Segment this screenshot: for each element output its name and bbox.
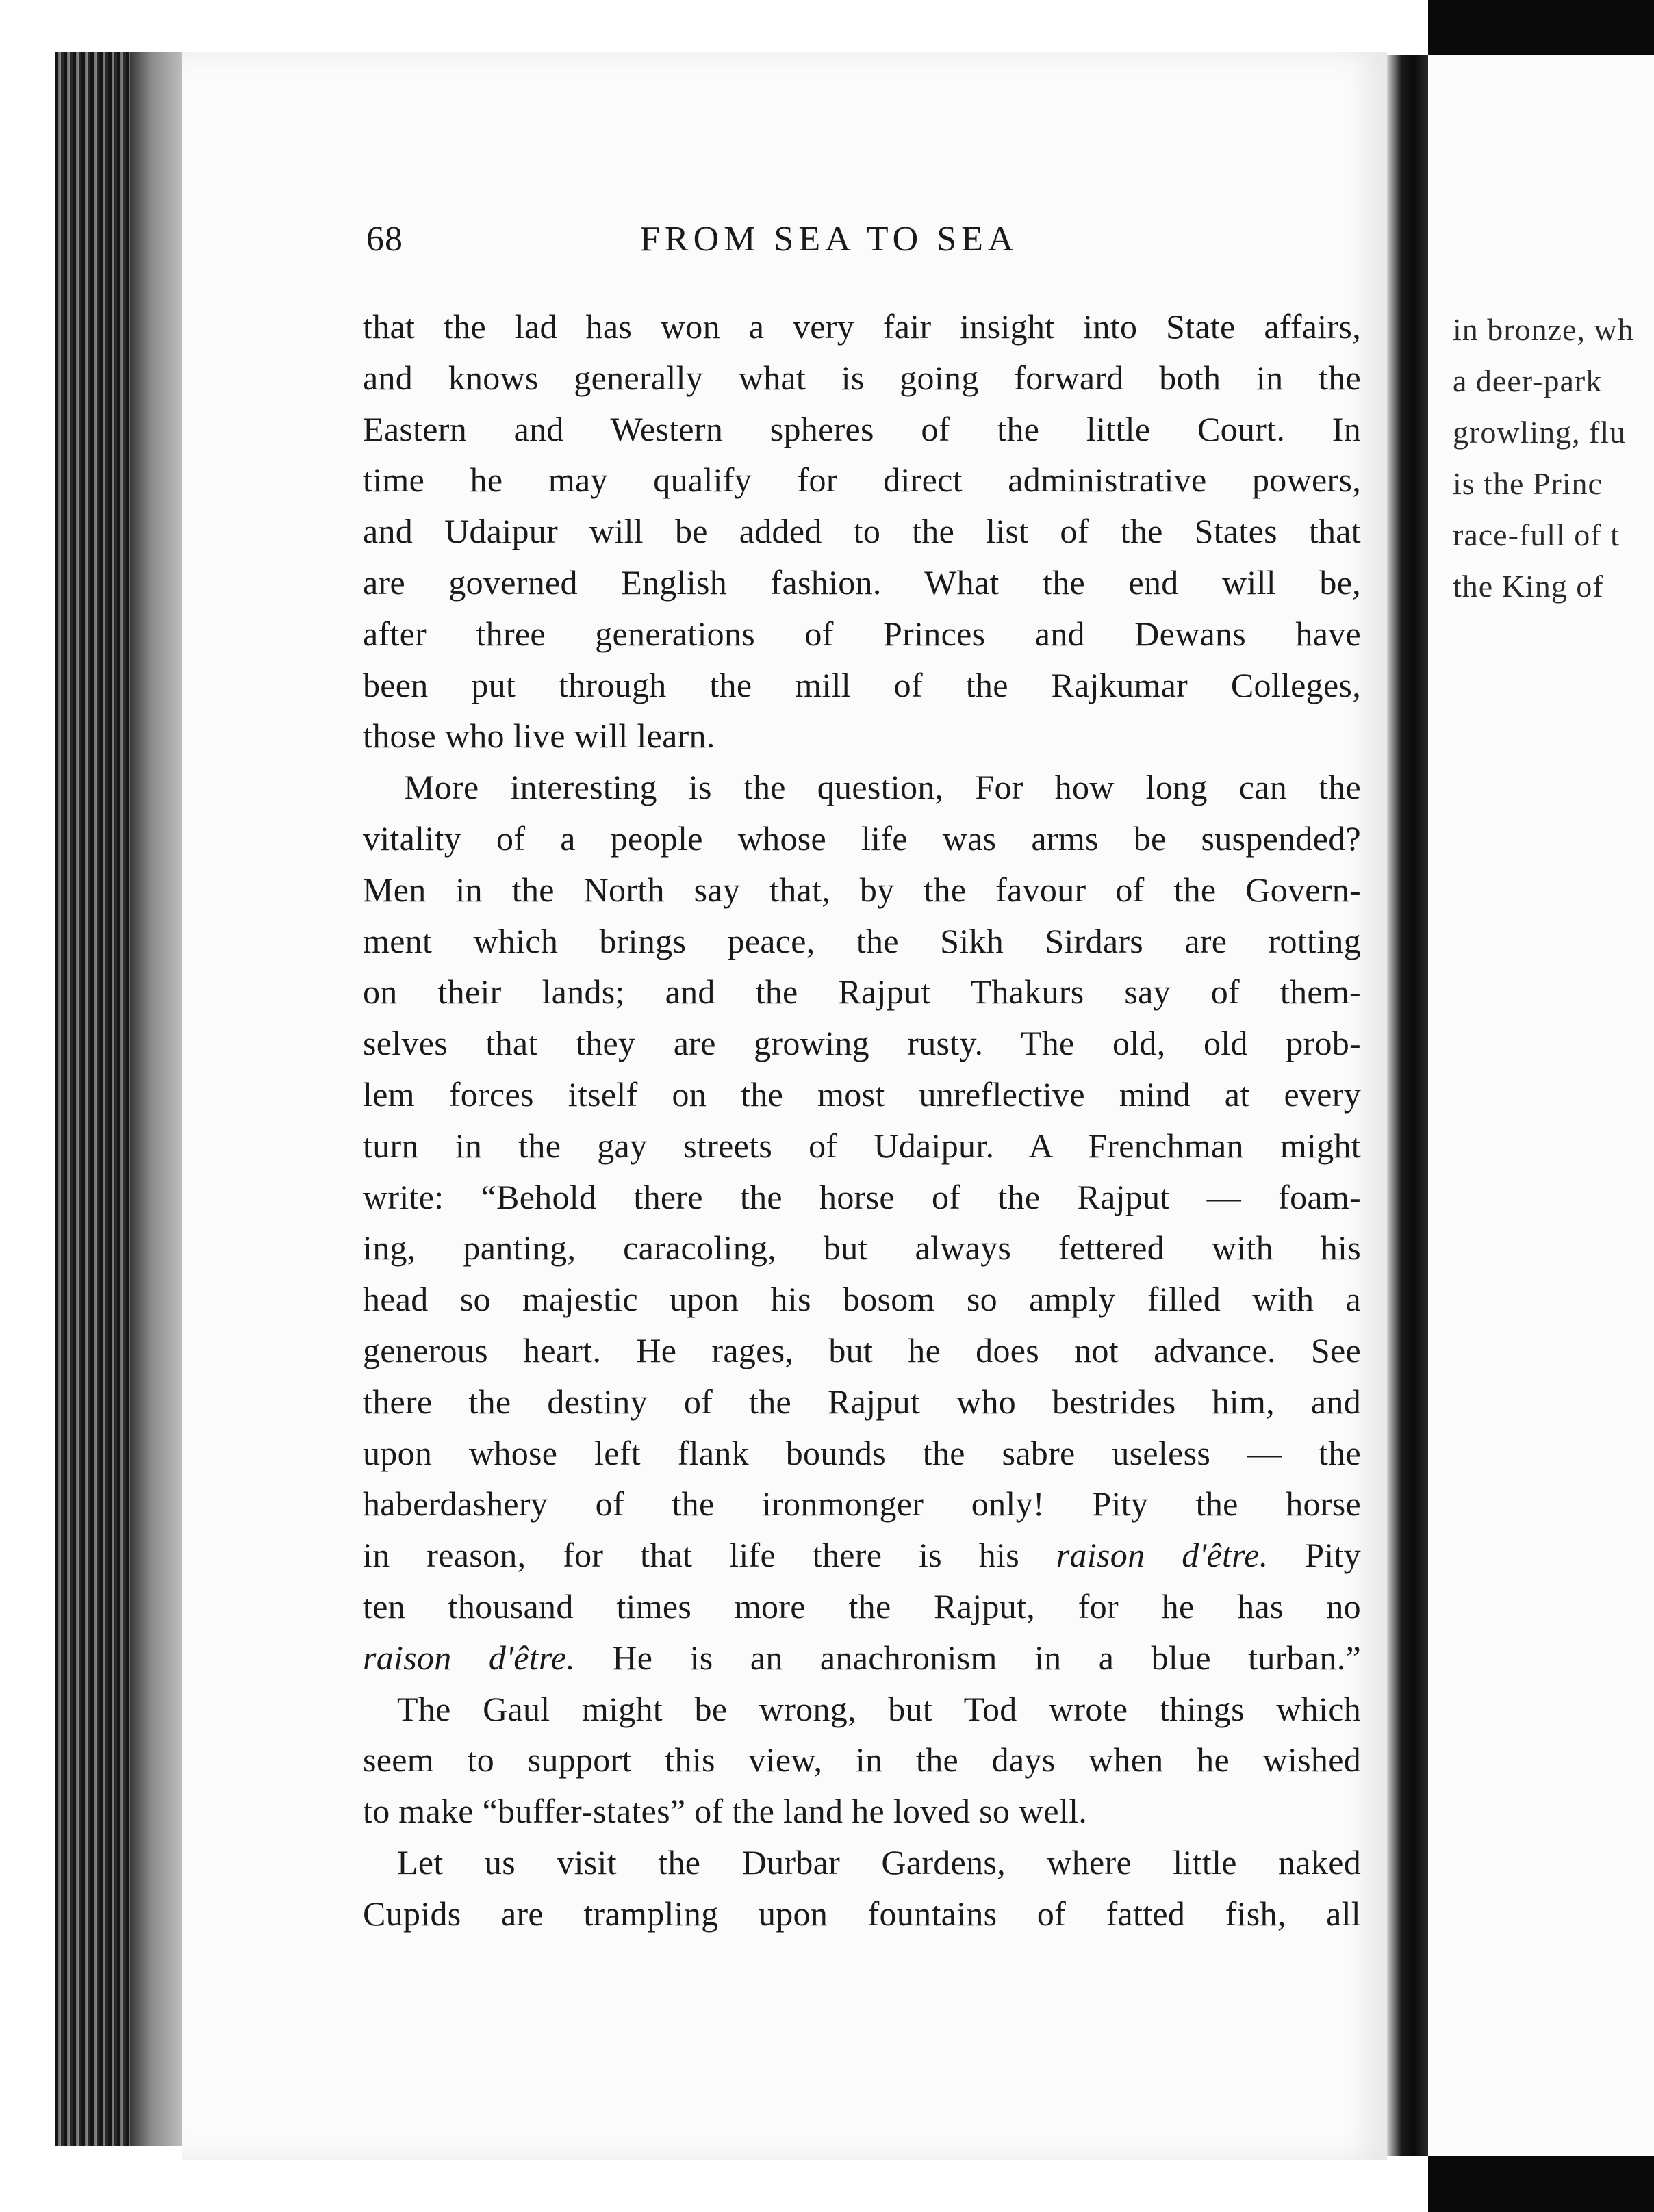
text-line: there the destiny of the Rajput who bestrides him, and — [363, 1382, 1361, 1421]
italic-phrase: raison d'être. — [363, 1638, 576, 1677]
scan-border-top — [1428, 0, 1654, 57]
facing-page-line: in bronze, wh — [1453, 312, 1634, 347]
page-number: 68 — [366, 220, 403, 259]
facing-page — [1428, 55, 1654, 2156]
facing-page-line: is the Princ — [1453, 466, 1603, 501]
text-line: ment which brings peace, the Sikh Sirdars are rotting — [363, 921, 1361, 960]
text-line: Eastern and Western spheres of the little Court. In — [363, 409, 1361, 448]
text-line: write: “Behold there the horse of the Rajput — foam- — [363, 1177, 1361, 1216]
book-gutter — [1387, 55, 1428, 2156]
text-line: turn in the gay streets of Udaipur. A Frenchman might — [363, 1126, 1361, 1165]
text-line: lem forces itself on the most unreflective mind at every — [363, 1075, 1361, 1114]
text-line: seem to support this view, in the days when he wished — [363, 1740, 1361, 1779]
text-line: after three generations of Princes and Dewans have — [363, 614, 1361, 653]
page-body-text — [363, 301, 1361, 1940]
scan-border-bottom — [1428, 2156, 1654, 2212]
text-span: Pity — [1305, 1536, 1361, 1575]
text-line-paragraph-start: Let us visit the Durbar Gardens, where little naked — [397, 1842, 1361, 1881]
text-line: Men in the North say that, by the favour of the Govern- — [363, 870, 1361, 909]
facing-page-line: a deer-park — [1453, 363, 1603, 398]
text-line: those who live will learn. — [363, 717, 715, 756]
text-line: ten thousand times more the Rajput, for he has no — [363, 1586, 1361, 1625]
text-line: selves that they are growing rusty. The old, old prob- — [363, 1024, 1361, 1063]
italic-phrase: raison d'être. — [1056, 1536, 1269, 1575]
text-line-with-italic — [363, 1632, 1361, 1684]
text-line-paragraph-start: The Gaul might be wrong, but Tod wrote things which — [397, 1689, 1361, 1728]
book-page-stack-shadow — [130, 52, 182, 2146]
text-line: and Udaipur will be added to the list of the States that — [363, 512, 1361, 551]
text-line: haberdashery of the ironmonger only! Pity the horse — [363, 1484, 1361, 1523]
text-span: He is an anachronism in a blue turban.” — [612, 1638, 1361, 1677]
text-span: in reason, for that life there is his — [363, 1536, 1019, 1575]
text-line: vitality of a people whose life was arms be suspended? — [363, 819, 1361, 858]
facing-page-line: race-full of t — [1453, 517, 1620, 552]
text-line: are governed English fashion. What the end will be, — [363, 563, 1361, 602]
facing-page-line: the King of — [1453, 569, 1604, 604]
text-line: generous heart. He rages, but he does not advance. See — [363, 1330, 1361, 1369]
text-line: time he may qualify for direct administrative powers, — [363, 461, 1361, 500]
text-line: been put through the mill of the Rajkumar Colleges, — [363, 665, 1361, 704]
text-line: upon whose left flank bounds the sabre useless — the — [363, 1433, 1361, 1472]
text-line: and knows generally what is going forward both in the — [363, 358, 1361, 397]
facing-page-line: growling, flu — [1453, 415, 1627, 450]
text-line: Cupids are trampling upon fountains of fatted fish, all — [363, 1894, 1361, 1933]
text-line: on their lands; and the Rajput Thakurs say of them- — [363, 973, 1361, 1012]
running-title: FROM SEA TO SEA — [640, 220, 1019, 259]
text-line: to make “buffer-states” of the land he loved so well. — [363, 1792, 1088, 1831]
page-header — [366, 219, 1386, 274]
text-line: head so majestic upon his bosom so amply filled with a — [363, 1280, 1361, 1319]
text-line-paragraph-start: More interesting is the question, For how long can the — [404, 768, 1361, 807]
text-line: ing, panting, caracoling, but always fettered with his — [363, 1229, 1361, 1268]
text-line-with-italic — [363, 1530, 1361, 1581]
text-line: that the lad has won a very fair insight into State affairs, — [363, 307, 1361, 346]
